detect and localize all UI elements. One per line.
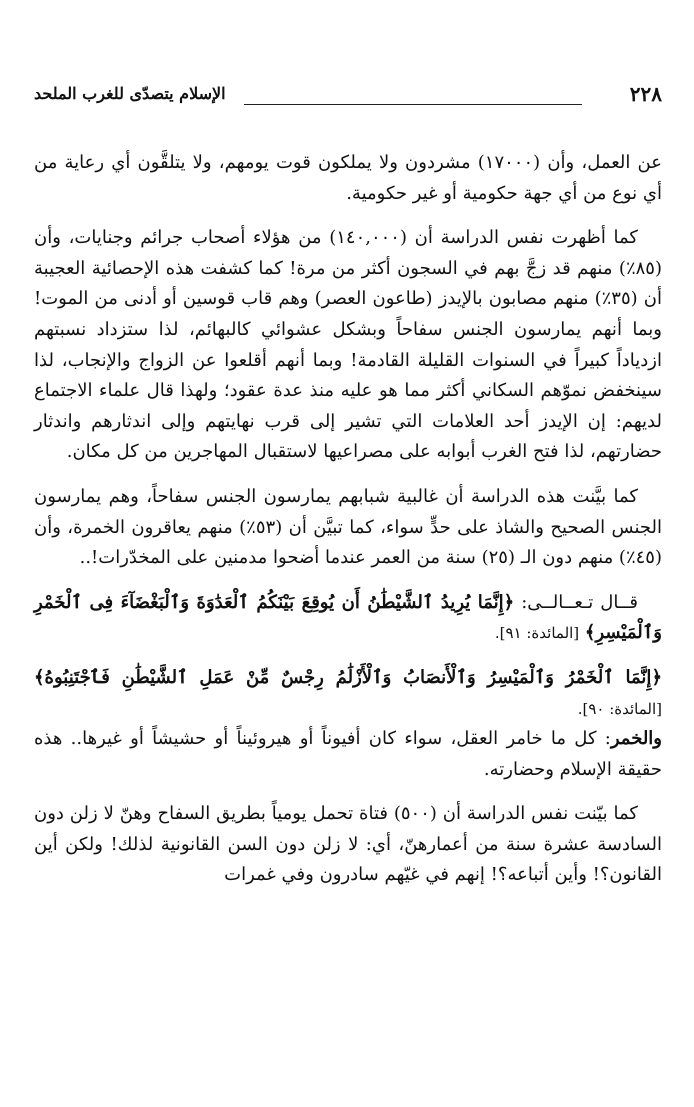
body-text [34, 148, 662, 905]
header-rule [244, 104, 582, 105]
verse-reference-91: [المائدة: ٩١]. [494, 624, 580, 643]
paragraph-1: عن العمل، وأن (١٧٠٠٠) مشردون ولا يملكون قوت يومهم، ولا يتلقَّون أي رعاية من أي نوع من أي جهة حكومية أو غير حكومية. [34, 152, 662, 204]
paragraph-4-verse [34, 588, 662, 649]
paragraph-6-definition [34, 724, 662, 785]
quran-verse-maidah-90: ﴿إِنَّمَا ٱلْخَمْرُ وَٱلْمَيْسِرُ وَٱلْأَنصَابُ وَٱلْأَزْلَٰمُ رِجْسٌ مِّنْ عَمَلِ ٱلشَّيْطَٰنِ فَٱجْتَنِبُوهُ﴾ [34, 666, 662, 688]
paragraph-5-verse [34, 663, 662, 724]
page-number: ٢٢٨ [629, 82, 662, 106]
running-head [34, 78, 662, 114]
term-khamr: والخمر [610, 728, 662, 750]
verse-reference-90: [المائدة: ٩٠]. [577, 699, 662, 718]
quran-verse-maidah-91: ﴿إِنَّمَا يُرِيدُ ٱلشَّيْطَٰنُ أَن يُوقِعَ بَيْنَكُمُ ٱلْعَدَٰوَةَ وَٱلْبَغْضَآءَ فِى ٱلْخَمْرِ وَٱلْمَيْسِرِ﴾ [34, 591, 662, 644]
definition-text: : كل ما خامر العقل، سواء كان أفيوناً أو هيروئيناً أو حشيشاً أو غيرها.. هذه حقيقة الإسلام وحضارته. [34, 728, 662, 780]
verse-intro: قــال تـعــالــى: [521, 591, 638, 613]
book-title: الإسلام يتصدّى للغرب الملحد [34, 84, 226, 103]
paragraph-7: كما بيّنت نفس الدراسة أن (٥٠٠) فتاة تحمل يومياً بطريق السفاح وهنّ لا زلن دون السادسة عشرة سنة من أعمارهنّ، أي: لا زلن دون السن القانونية لذلك! ولكن أين القانون؟! وأين أتباعه؟! إنهم في غيّهم سادرون وفي غمرات [34, 803, 662, 886]
paragraph-2: كما أظهرت نفس الدراسة أن (١٤٠,٠٠٠) من هؤلاء أصحاب جرائم وجنايات، وأن (٨٥٪) منهم قد زجَّ بهم في السجون أكثر من مرة! كما كشفت هذه الإحصائية العجيبة أن (٣٥٪) منهم مصابون بالإيدز (طاعون العصر) وهم قاب قوسين أو أدنى من الموت! وبما أنهم يمارسون الجنس سفاحاً وبشكل عشوائي كالبهائم، لذا ستزداد نسبتهم ازدياداً كبيراً في السنوات القليلة القادمة! وبما أنهم أقلعوا عن الزواج والإنجاب، لذا سينخفض نموّهم السكاني أكثر مما هو عليه منذ عدة عقود؛ ولهذا قال علماء الاجتماع لديهم: إن الإيدز أحد العلامات التي تشير إلى قرب نهايتهم وإلى اندثارهم واندثار حضارتهم، لذا فتح الغرب أبوابه على مصراعيها لاستقبال المهاجرين من كل مكان. [34, 227, 662, 463]
paragraph-3: كما بيَّنت هذه الدراسة أن غالبية شبابهم يمارسون الجنس سفاحاً، وهم يمارسون الجنس الصحيح والشاذ على حدٍّ سواء، كما تبيَّن أن (٥٣٪) منهم يعاقرون الخمرة، وأن (٤٥٪) منهم دون الـ (٢٥) سنة من العمر عندما أضحوا مدمنين على المخدّرات!.. [34, 485, 662, 569]
